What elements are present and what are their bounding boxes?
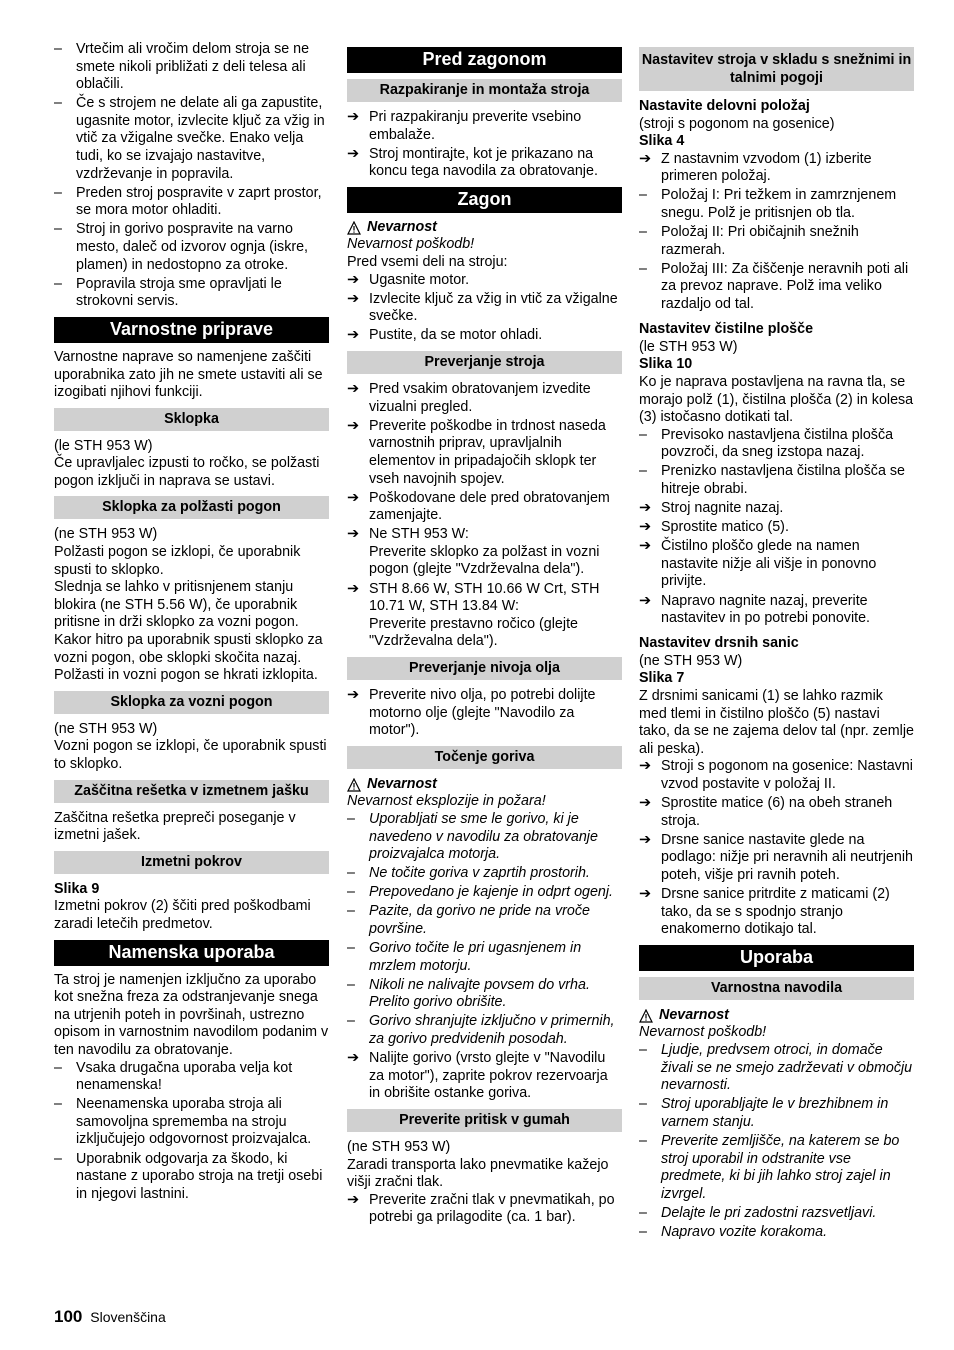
bold-label: Slika 10 xyxy=(639,356,693,373)
dash-bullet-icon: – xyxy=(54,184,62,201)
arrow-bullet-icon: ➔ xyxy=(639,519,651,536)
list-item-text: Uporabnik odgovarja za škodo, ki nastane z uporabo stroja na tretji osebi in njegovi lastnini. xyxy=(76,1150,323,1202)
dash-list-item xyxy=(639,1042,914,1095)
list-item-text: Pri razpakiranju preverite vsebino embalaže. xyxy=(369,109,582,143)
arrow-bullet-icon: ➔ xyxy=(347,686,359,703)
dash-bullet-icon: – xyxy=(639,224,647,241)
subsection-heading: Preverjanje nivoja olja xyxy=(347,657,622,680)
list-item-text: Preverite nivo olja, po potrebi dolijte motorno olje (glejte "Navodilo za motor"). xyxy=(369,686,596,739)
list-item-text: Če s strojem ne delate ali ga zapustite, ugasnite motor, izvlecite ključ za vžig in vtič za vžigalne svečke. Enako velja tudi, ko se izvajajo nastavitve, vzdrževanje in popravila. xyxy=(76,95,325,182)
arrow-list-item xyxy=(347,418,622,488)
dash-bullet-icon: – xyxy=(54,95,62,112)
dash-list-item xyxy=(639,427,914,462)
arrow-bullet-icon: ➔ xyxy=(639,500,651,517)
arrow-bullet-icon: ➔ xyxy=(639,538,651,555)
arrow-list-item xyxy=(639,886,914,939)
arrow-list-item xyxy=(347,1050,622,1103)
column-left xyxy=(54,41,329,1205)
dash-bullet-icon: – xyxy=(54,41,62,57)
dash-bullet-icon: – xyxy=(54,1096,62,1113)
list-item-text: Uporabljati se sme le gorivo, ki je navedeno v navodilu za obratovanje proizvajalca motorja. xyxy=(369,810,598,863)
dash-list-item xyxy=(639,224,914,259)
dash-bullet-icon: – xyxy=(639,187,647,204)
arrow-bullet-icon: ➔ xyxy=(347,381,359,398)
paragraph: Varnostne naprave so namenjene zaščiti uporabnika zato jih ne smete ustaviti ali se izogibati njihovi funkciji. xyxy=(54,348,323,401)
paragraph: (ne STH 953 W) xyxy=(54,526,158,543)
list-item-text: Delajte le pri zadostni razsvetljavi. xyxy=(661,1204,877,1221)
bold-label: Slika 9 xyxy=(54,880,100,897)
dash-bullet-icon: – xyxy=(639,426,647,443)
danger-notice xyxy=(639,1007,914,1025)
dash-bullet-icon: – xyxy=(347,884,355,901)
column-middle xyxy=(347,41,622,1228)
arrow-bullet-icon: ➔ xyxy=(347,109,359,125)
list-item-text: Preden stroj pospravite v zaprt prostor, se mora motor ohladiti. xyxy=(76,184,322,219)
dash-list-item xyxy=(639,1133,914,1203)
list-item-text: Stroji s pogonom na gosenice: Nastavni vzvod postavite v položaj II. xyxy=(661,758,913,792)
arrow-bullet-icon: ➔ xyxy=(639,795,651,812)
list-item-text: Ljudje, predvsem otroci, in domače živali se ne smejo zadrževati v območju nevarnosti. xyxy=(661,1042,913,1094)
dash-list-item xyxy=(347,811,622,864)
list-item-text: Prepovedano je kajenje in odprt ogenj. xyxy=(369,884,614,901)
dash-bullet-icon: – xyxy=(639,1223,647,1240)
list-item-text: Položaj I: Pri težkem in zamrznjenem snegu. Polž je pritisnjen ob tla. xyxy=(661,187,897,222)
arrow-bullet-icon: ➔ xyxy=(639,150,651,167)
list-item-text: Ugasnite motor. xyxy=(369,271,470,288)
arrow-list-item xyxy=(347,272,622,290)
paragraph: Nevarnost poškodb! xyxy=(639,1024,767,1041)
list-item-text: Položaj III: Za čiščenje neravnih poti ali za prevoz naprave. Polž ima veliko razdaljo od tal. xyxy=(661,260,909,313)
footer-language: Slovenščina xyxy=(90,1309,166,1325)
dash-list-item xyxy=(639,1205,914,1223)
paragraph: Ta stroj je namenjen izključno za uporabo kot snežna freza za odstranjevanje snega na utrjenih poteh in površinah, ustrezno opisom in varnostnim navodilom podanim v ten navodilu za obratovanje. xyxy=(54,971,329,1058)
list-item-text: Čistilno ploščo glede na namen nastavite nižje ali višje in ponovno privijte. xyxy=(661,538,877,590)
dash-list-item xyxy=(347,865,622,883)
arrow-bullet-icon: ➔ xyxy=(347,526,359,543)
arrow-list-item xyxy=(639,519,914,537)
list-item-text: Stroj nagnite nazaj. xyxy=(661,500,784,517)
bold-label: Nastavitev čistilne plošče xyxy=(639,321,814,338)
arrow-bullet-icon: ➔ xyxy=(639,758,651,775)
list-item-text: Stroj uporabljajte le v brezhibnem in varnem stanju. xyxy=(661,1096,889,1130)
paragraph: (ne STH 953 W) xyxy=(347,1138,451,1155)
list-item-text: Drsne sanice nastavite glede na podlago: nižje pri neravnih ali neutrjenih poteh, višje pri ravnih poteh. xyxy=(661,831,913,883)
list-item-text: Stroj montirajte, kot je prikazano na koncu tega navodila za obratovanje. xyxy=(369,145,598,180)
dash-list-item xyxy=(347,977,622,1012)
dash-bullet-icon: – xyxy=(639,260,647,277)
list-item-text: Stroj in gorivo pospravite na varno mesto, daleč od izvorov ognja (iskre, plamen) in nedostopno za otroke. xyxy=(76,221,309,273)
arrow-bullet-icon: ➔ xyxy=(347,489,359,506)
bold-label: Nastavite delovni položaj xyxy=(639,98,810,114)
dash-bullet-icon: – xyxy=(639,1096,647,1113)
subsection-heading: Razpakiranje in montaža stroja xyxy=(347,79,622,102)
list-item-text: Sprostite matico (5). xyxy=(661,519,789,536)
list-item-text: Ne točite goriva v zaprtih prostorih. xyxy=(369,865,590,882)
dash-bullet-icon: – xyxy=(347,940,355,957)
arrow-bullet-icon: ➔ xyxy=(347,145,359,162)
list-item-text: Pustite, da se motor ohladi. xyxy=(369,327,543,344)
list-item-text: Pred vsakim obratovanjem izvedite vizualni pregled. xyxy=(369,381,591,415)
bold-label: Slika 7 xyxy=(639,670,685,687)
arrow-list-item xyxy=(639,593,914,628)
list-item-text: Napravo nagnite nazaj, preverite nastavitev in po potrebi ponovite. xyxy=(661,592,871,627)
arrow-list-item xyxy=(639,151,914,186)
dash-list-item xyxy=(347,1013,622,1048)
paragraph: Polžasti pogon se izklopi, če uporabnik spusti to sklopko. xyxy=(54,544,301,578)
list-item-text: Prenizko nastavljena čistilna plošča se hitreje obrabi. xyxy=(661,463,905,497)
paragraph: (le STH 953 W) xyxy=(54,437,153,454)
dash-list-item xyxy=(54,95,329,183)
paragraph: Nevarnost poškodb! xyxy=(347,236,475,253)
subsection-heading: Preverite pritisk v gumah xyxy=(347,1109,622,1132)
subsection-heading: Varnostna navodila xyxy=(639,977,914,1000)
dash-list-item xyxy=(347,903,622,938)
list-item-text: Z nastavnim vzvodom (1) izberite primeren položaj. xyxy=(661,150,872,185)
dash-list-item xyxy=(54,221,329,274)
arrow-list-item xyxy=(347,109,622,144)
list-item-text: Neenamenska uporaba stroja ali samovoljna sprememba na stroju izključujejo odgovornost proizvajalca. xyxy=(76,1096,312,1148)
dash-bullet-icon: – xyxy=(639,1132,647,1149)
page-number: 100 xyxy=(54,1307,83,1326)
dash-list-item xyxy=(639,1096,914,1131)
warning-triangle-icon xyxy=(347,778,361,792)
danger-label: Nevarnost xyxy=(367,775,437,792)
arrow-bullet-icon: ➔ xyxy=(347,327,359,344)
dash-list-item xyxy=(347,884,622,902)
danger-label: Nevarnost xyxy=(659,1006,729,1023)
dash-bullet-icon: – xyxy=(639,463,647,480)
arrow-list-item xyxy=(639,500,914,518)
arrow-bullet-icon: ➔ xyxy=(347,271,359,288)
danger-notice xyxy=(347,776,622,794)
dash-list-item xyxy=(639,463,914,498)
arrow-list-item xyxy=(347,291,622,326)
arrow-bullet-icon: ➔ xyxy=(347,1191,359,1208)
dash-list-item xyxy=(54,1060,329,1095)
arrow-list-item xyxy=(639,758,914,793)
dash-bullet-icon: – xyxy=(54,275,62,292)
list-item-text: Položaj II: Pri običajnih snežnih razmerah. xyxy=(661,224,859,258)
subsection-heading: Nastavitev stroja v skladu s snežnimi in talnimi pogoji xyxy=(639,47,914,91)
dash-bullet-icon: – xyxy=(639,1042,647,1058)
paragraph: (ne STH 953 W) xyxy=(639,652,743,669)
list-item-text: Preverite poškodbe in trdnost naseda varnostnih priprav, upravljalnih elementov in pripadajočih sklopk ter vseh navojnih spojev. xyxy=(369,417,606,487)
paragraph: Če upravljalec izpusti to ročko, se polžasti pogon izključi in naprava se ustavi. xyxy=(54,455,320,489)
dash-list-item xyxy=(54,41,329,94)
list-item-text: Nikoli ne nalivajte povsem do vrha. Prelito gorivo obrišite. xyxy=(369,976,590,1011)
arrow-list-item xyxy=(347,1192,622,1227)
section-heading: Varnostne priprave xyxy=(54,317,329,343)
subsection-heading: Preverjanje stroja xyxy=(347,351,622,374)
danger-label: Nevarnost xyxy=(367,218,437,235)
arrow-list-item xyxy=(347,526,622,579)
paragraph: Izmetni pokrov (2) ščiti pred poškodbami zaradi letečih predmetov. xyxy=(54,898,311,932)
arrow-list-item xyxy=(347,581,622,651)
dash-bullet-icon: – xyxy=(347,1013,355,1030)
arrow-list-item xyxy=(639,795,914,830)
column-right xyxy=(639,41,914,1243)
paragraph: (ne STH 953 W) xyxy=(54,720,158,737)
dash-list-item xyxy=(54,276,329,311)
subsection-heading: Točenje goriva xyxy=(347,746,622,769)
dash-bullet-icon: – xyxy=(54,1059,62,1076)
dash-list-item xyxy=(54,185,329,220)
list-item-text: Drsne sanice pritrdite z maticami (2) tako, da se s spodnjo stranjo enakomerno dotikajo tal. xyxy=(661,886,890,938)
list-item-text: Vrtečim ali vročim delom stroja se ne smete nikoli približati z deli telesa ali oblačili. xyxy=(76,41,310,93)
dash-bullet-icon: – xyxy=(347,865,355,882)
dash-bullet-icon: – xyxy=(54,1150,62,1167)
dash-bullet-icon: – xyxy=(639,1204,647,1221)
dash-list-item xyxy=(639,261,914,314)
list-item-text: Sprostite matice (6) na obeh straneh stroja. xyxy=(661,795,893,829)
arrow-list-item xyxy=(347,381,622,416)
warning-triangle-icon xyxy=(639,1009,653,1023)
list-item-text: Poškodovane dele pred obratovanjem zamenjajte. xyxy=(369,489,610,524)
dash-bullet-icon: – xyxy=(347,976,355,993)
list-item-text: Pazite, da gorivo ne pride na vroče površine. xyxy=(369,903,590,937)
arrow-bullet-icon: ➔ xyxy=(639,886,651,903)
arrow-bullet-icon: ➔ xyxy=(347,1050,359,1067)
arrow-list-item xyxy=(639,832,914,885)
subsection-heading: Izmetni pokrov xyxy=(54,851,329,874)
paragraph: (stroji s pogonom na gosenice) xyxy=(639,115,835,132)
arrow-list-item xyxy=(639,538,914,591)
paragraph: Slednja se lahko v pritisnjenem stanju blokira (ne STH 5.56 W), če uporabnik pritisne in drži sklopko za vozni pogon. Kakor hitro pa uporabnik spusti sklopko za vozni pogon, obe sklopki skočita nazaj. Polžasti in vozni pogon se hkrati izklopita. xyxy=(54,579,323,684)
list-item-text: Vsaka drugačna uporaba velja kot nenamenska! xyxy=(76,1059,293,1094)
paragraph: (le STH 953 W) xyxy=(639,338,738,355)
paragraph: Ko je naprava postavljena na ravna tla, se morajo polž (1), čistilna plošča (2) in kolesa (3) istočasno dotikati tal. xyxy=(639,373,914,426)
danger-notice xyxy=(347,219,622,237)
subsection-heading: Zaščitna rešetka v izmetnem jašku xyxy=(54,780,329,803)
paragraph: Pred vsemi deli na stroju: xyxy=(347,254,508,271)
bold-label: Slika 4 xyxy=(639,133,685,150)
dash-list-item xyxy=(347,940,622,975)
paragraph: Vozni pogon se izklopi, če uporabnik spusti to sklopko. xyxy=(54,738,327,772)
dash-bullet-icon: – xyxy=(54,221,62,238)
bold-label: Nastavitev drsnih sanic xyxy=(639,635,799,652)
section-heading: Uporaba xyxy=(639,945,914,971)
list-item-text: Gorivo točite le pri ugasnjenem in mrzlem motorju. xyxy=(369,940,582,974)
dash-list-item xyxy=(639,187,914,222)
list-item-text: Previsoko nastavljena čistilna plošča povzroči, da sneg izstopa nazaj. xyxy=(661,426,894,461)
dash-list-item xyxy=(54,1151,329,1204)
list-item-text: Popravila stroja sme opravljati le strokovni servis. xyxy=(76,275,282,310)
page-footer xyxy=(54,1308,166,1327)
arrow-bullet-icon: ➔ xyxy=(639,831,651,848)
dash-list-item xyxy=(639,1224,914,1242)
section-heading: Namenska uporaba xyxy=(54,940,329,966)
arrow-bullet-icon: ➔ xyxy=(639,592,651,609)
warning-triangle-icon xyxy=(347,221,361,235)
arrow-bullet-icon: ➔ xyxy=(347,290,359,307)
dash-bullet-icon: – xyxy=(347,810,355,827)
list-item-text: Napravo vozite korakoma. xyxy=(661,1223,828,1240)
section-heading: Zagon xyxy=(347,187,622,213)
list-item-text: Gorivo shranjujte izključno v primernih, za gorivo predvidenih posodah. xyxy=(369,1013,615,1048)
list-item-text: Preverite zračni tlak v pnevmatikah, po potrebi ga prilagodite (ca. 1 bar). xyxy=(369,1191,615,1226)
subsection-heading: Sklopka xyxy=(54,408,329,431)
paragraph: Zaradi transporta lako pnevmatike kažejo višji zračni tlak. xyxy=(347,1156,609,1191)
list-item-text: Preverite zemljišče, na katerem se bo stroj uporabil in odstranite vse predmete, ki bi jih lahko stroj zajel in izvrgel. xyxy=(661,1132,900,1202)
dash-bullet-icon: – xyxy=(347,903,355,920)
paragraph: Nevarnost eksplozije in požara! xyxy=(347,793,546,810)
subsection-heading: Sklopka za polžasti pogon xyxy=(54,496,329,519)
list-item-text: Ne STH 953 W: Preverite sklopko za polžast in vozni pogon (glejte "Vzdrževalna dela"). xyxy=(369,526,600,578)
arrow-list-item xyxy=(347,146,622,181)
arrow-list-item xyxy=(347,327,622,345)
arrow-bullet-icon: ➔ xyxy=(347,580,359,597)
paragraph: Zaščitna rešetka prepreči poseganje v izmetni jašek. xyxy=(54,809,296,844)
list-item-text: STH 8.66 W, STH 10.66 W Crt, STH 10.71 W, STH 13.84 W: Preverite prestavno ročico (glejte "Vzdrževalna dela"). xyxy=(369,580,600,650)
paragraph: Z drsnimi sanicami (1) se lahko razmik med tlemi in čistilno ploščo (5) nastavi tako, da se ne zajema delov tal (npr. zemlje ali peska). xyxy=(639,688,914,757)
subsection-heading: Sklopka za vozni pogon xyxy=(54,691,329,714)
arrow-bullet-icon: ➔ xyxy=(347,417,359,434)
list-item-text: Izvlecite ključ za vžig in vtič za vžigalne svečke. xyxy=(369,290,618,325)
arrow-list-item xyxy=(347,687,622,740)
dash-list-item xyxy=(54,1096,329,1149)
section-heading: Pred zagonom xyxy=(347,47,622,73)
arrow-list-item xyxy=(347,490,622,525)
list-item-text: Nalijte gorivo (vrsto glejte v "Navodilu za motor"), zaprite pokrov rezervoarja in obrišite ostanke goriva. xyxy=(369,1050,608,1102)
